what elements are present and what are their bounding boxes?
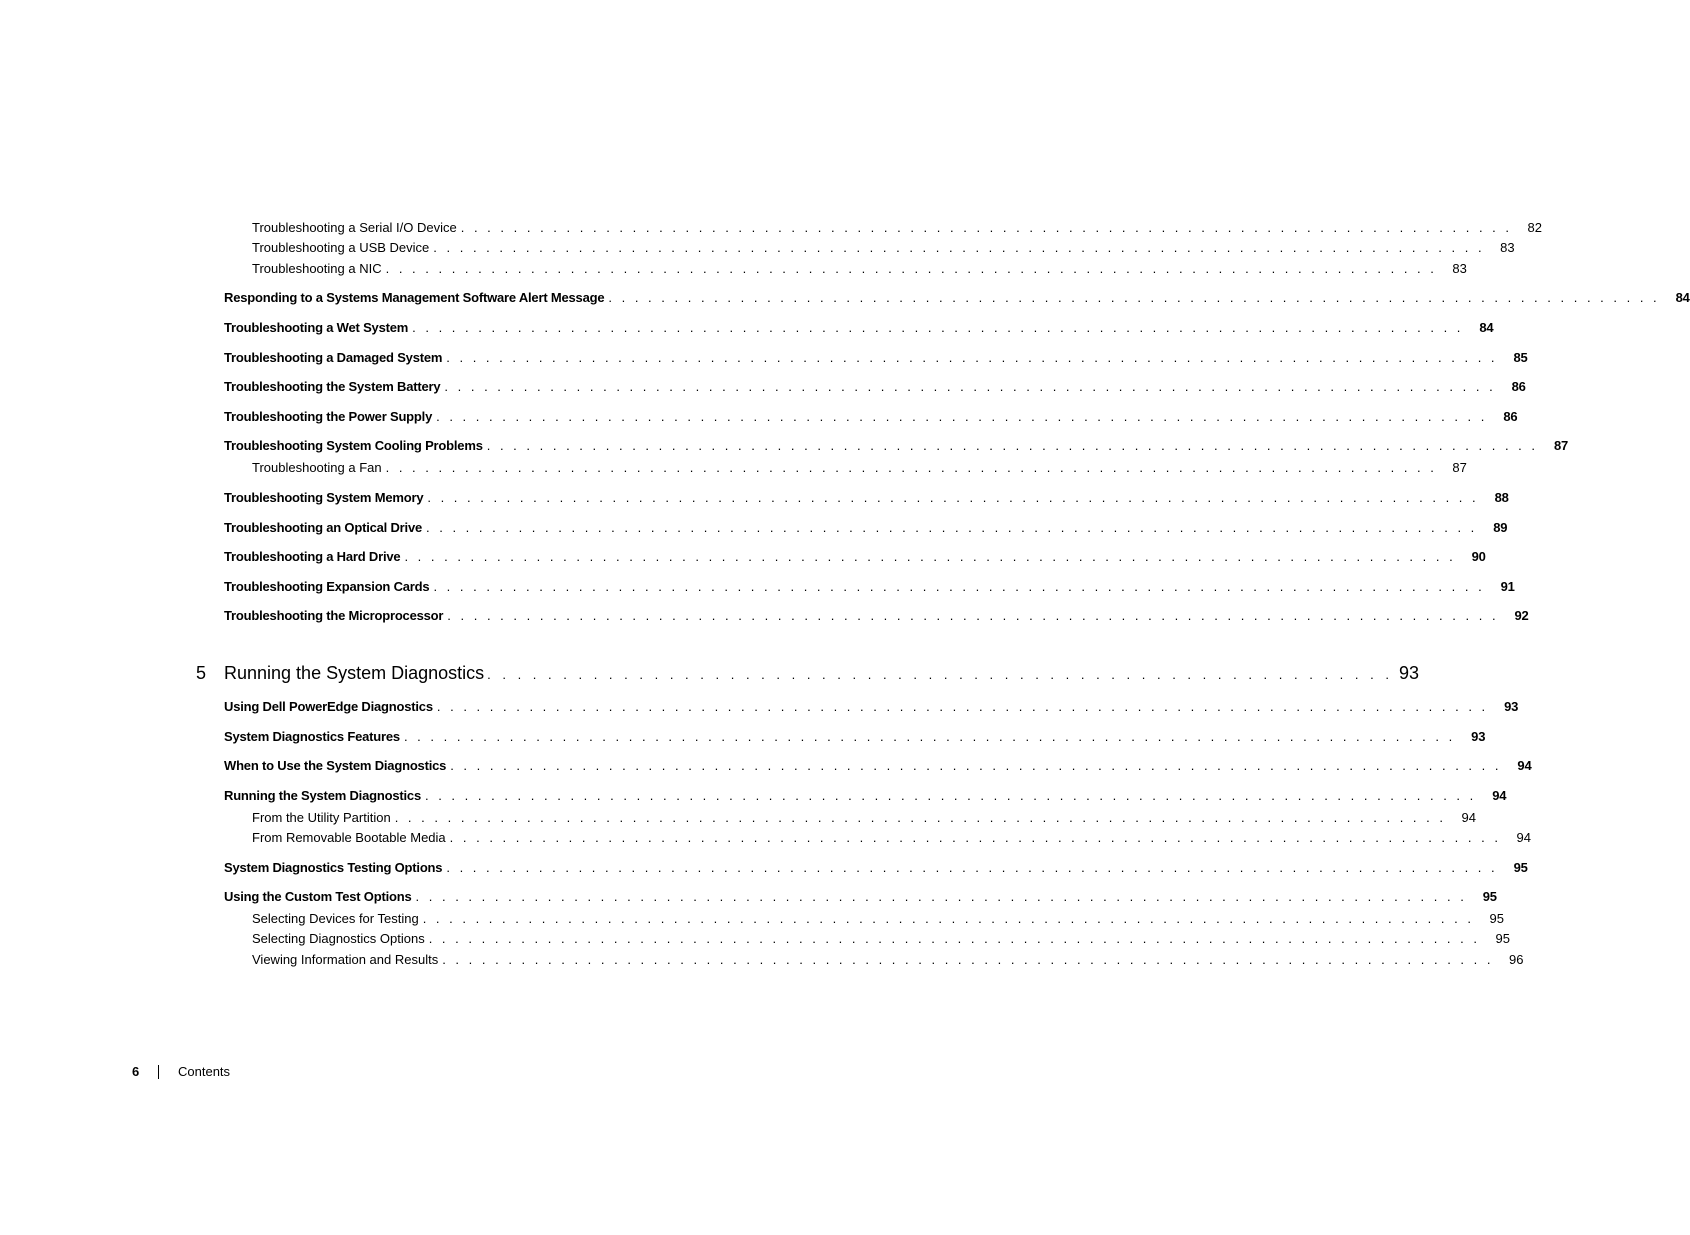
dot-leader: . . . . . . . . . . . . . . . . . . . . . . . . . . . . . . . . . . . . . . . . . . . . . . . . . . . . . . . . . . . . . . . . . . . . . . . . . . . . . . . .	[415, 889, 1467, 904]
dot-leader: . . . . . . . . . . . . . . . . . . . . . . . . . . . . . . . . . . . . . . . . . . . . . . . . . . . . . . . . . . . . . . . . . . . . . . . . . . . . . . . .	[403, 729, 1456, 744]
toc-section-entry[interactable]	[224, 290, 1690, 305]
entry-page-number: 85	[1513, 350, 1528, 365]
chapter-number: 5	[196, 663, 207, 683]
toc-chapter-heading[interactable]	[196, 663, 1419, 684]
entry-title: Troubleshooting a Wet System	[224, 320, 409, 335]
dot-leader: . . . . . . . . . . . . . . . . . . . . . . . . . . . . . . . . . . . . . . . . . . . . . . . . . . . . . . . . . . . . . . . . . . . . . . . . . . . . . . . .	[427, 490, 1479, 505]
entry-page-number: 89	[1493, 520, 1508, 535]
dot-leader: . . . . . . . . . . . . . . . . . . . . . . . . . . . . . . . . . . . . . . . . . . . . . . . . . . . . . . . . . . . . . . . . . . . . . . . . . . . . . . . .	[436, 409, 1488, 424]
dot-leader: . . . . . . . . . . . . . . . . . . . . . . . . . . . . . . . . . . . . . . . . . . . . . . . . . . . . . . . . . . . . . . . . . . . . . . . . . . . . . . . .	[446, 860, 1498, 875]
entry-title: Selecting Devices for Testing	[252, 911, 419, 926]
entry-title: Troubleshooting a USB Device	[252, 240, 430, 255]
entry-title: Troubleshooting Expansion Cards	[224, 579, 430, 594]
toc-subsection-entry[interactable]	[252, 952, 1524, 967]
entry-title: Troubleshooting a Fan	[252, 460, 382, 475]
entry-page-number: 96	[1509, 952, 1524, 967]
toc-subsection-entry[interactable]	[252, 830, 1531, 845]
entry-page-number: 95	[1495, 931, 1510, 946]
entry-title: From Removable Bootable Media	[252, 830, 446, 845]
entry-page-number: 95	[1482, 889, 1497, 904]
toc-subsection-entry[interactable]	[252, 810, 1476, 825]
dot-leader: . . . . . . . . . . . . . . . . . . . . . . . . . . . . . . . . . . . . . . . . . . . . . . . . . . . . . . . . . . . . . . . . . . . . . . . . . . . . . . . .	[449, 830, 1501, 845]
entry-title: Troubleshooting the Microprocessor	[224, 608, 444, 623]
entry-title: Troubleshooting the System Battery	[224, 379, 441, 394]
toc-section-entry[interactable]	[224, 758, 1532, 773]
entry-title: Troubleshooting a Serial I/O Device	[252, 220, 457, 235]
entry-title: System Diagnostics Features	[224, 729, 400, 744]
toc-section-entry[interactable]	[224, 520, 1508, 535]
toc-section-entry[interactable]	[224, 579, 1515, 594]
toc-section-entry[interactable]	[224, 490, 1509, 505]
entry-page-number: 83	[1452, 261, 1467, 276]
entry-page-number: 82	[1527, 220, 1543, 235]
toc-subsection-entry[interactable]	[252, 931, 1510, 946]
toc-section-entry[interactable]	[224, 788, 1507, 803]
entry-page-number: 91	[1500, 579, 1515, 594]
toc-section-entry[interactable]	[224, 320, 1494, 335]
entry-title: Responding to a Systems Management Software Alert Message	[224, 290, 605, 305]
entry-page-number: 95	[1513, 860, 1528, 875]
entry-page-number: 94	[1516, 830, 1531, 845]
entry-title: Troubleshooting an Optical Drive	[224, 520, 423, 535]
entry-page-number: 94	[1492, 788, 1507, 803]
dot-leader: . . . . . . . . . . . . . . . . . . . . . . . . . . . . . . . . . . . . . . . . . . . . . . . . . . . . . . . . . . . . . . . . . . . . . . . . . . . . . . . .	[385, 261, 1437, 276]
entry-page-number: 90	[1471, 549, 1486, 564]
entry-title: Troubleshooting a Hard Drive	[224, 549, 401, 564]
entry-title: Troubleshooting System Memory	[224, 490, 424, 505]
toc-section-entry[interactable]	[224, 860, 1528, 875]
entry-page-number: 93	[1471, 729, 1486, 744]
footer-page-number: 6	[132, 1064, 140, 1079]
entry-page-number: 87	[1553, 438, 1569, 453]
dot-leader: . . . . . . . . . . . . . . . . . . . . . . . . . . . . . . . . . . . . . . . . . . . . . . . . . . . . . . . . . . . . . . . . . . . . . . . . . . . . . . . .	[433, 240, 1485, 255]
toc-section-entry[interactable]	[224, 699, 1519, 714]
dot-leader: . . . . . . . . . . . . . . . . . . . . . . . . . . . . . . . . . . . . . . . . . . . . . . . . . . . . . . . . . . . . . . . . . . . . . . . . . . . . . . . .	[436, 699, 1489, 714]
toc-subsection-entry[interactable]	[252, 911, 1504, 926]
entry-page-number: 84	[1479, 320, 1494, 335]
entry-page-number: 83	[1500, 240, 1515, 255]
dot-leader: . . . . . . . . . . . . . . . . . . . . . . . . . . . . . . . . . . . . . . . . . . . . . . . . . . . . . . . . . . . . . . . . . . . . . . . . . . . . . . . .	[450, 758, 1502, 773]
dot-leader: . . . . . . . . . . . . . . . . . . . . . . . . . . . . . . . . . . . . . . . . . . . . . . . . . . . . . . . . . . . . . . . . . . . . . . . . . . . . . . . .	[412, 320, 1464, 335]
toc-section-entry[interactable]	[224, 729, 1486, 744]
chapter-page-number: 93	[1398, 663, 1419, 683]
entry-page-number: 87	[1452, 460, 1467, 475]
dot-leader: . . . . . . . . . . . . . . . . . . . . . . . . . . . . . . . . . . . . . . . . . . . . . . . . . . . . . . . . . . . . . . . . . . . . . . . . . . . . . . . .	[433, 579, 1485, 594]
footer-section-label: Contents	[178, 1064, 231, 1079]
toc-subsection-entry[interactable]	[252, 261, 1467, 276]
toc-section-entry[interactable]	[224, 379, 1526, 394]
dot-leader: . . . . . . . . . . . . . . . . . . . . . . . . . . . . . . . . . . . . . . . . . . . . . . . . . . . . . . . . . . . . . . . . . . . . . . . . . . . . . . . .	[444, 379, 1496, 394]
dot-leader: . . . . . . . . . . . . . . . . . . . . . . . . . . . . . . . . . . . . . . . . . . . . . . . . . . . . . . . . . . . . . . . . . . . . . . . . . . . . . . . .	[422, 911, 1474, 926]
entry-title: Troubleshooting a Damaged System	[224, 350, 443, 365]
entry-page-number: 84	[1675, 290, 1690, 305]
entry-page-number: 92	[1514, 608, 1529, 623]
dot-leader: . . . . . . . . . . . . . . . . . . . . . . . . . . . . . . . . . . . . . . . . . . . . . . . . . . . . . . . . . . . . . . . . . . . . . . . . . . . . . . . .	[424, 788, 1477, 803]
dot-leader: . . . . . . . . . . . . . . . . . . . . . . . . . . . . . . . . . . . . . . . . . . . . . . . . . . . . . . . . . . . . . . . . . . . . . . . . . . . . . . . .	[486, 438, 1539, 453]
entry-title: System Diagnostics Testing Options	[224, 860, 443, 875]
dot-leader: . . . . . . . . . . . . . . . . . . . . . . . . . . . . . . . . . . . . . . . . . . . . . . . . . . . . . . . . . . . . . . . . . . . . . . . . . . . . . . . .	[428, 931, 1480, 946]
entry-title: Running the System Diagnostics	[224, 788, 421, 803]
entry-title: Troubleshooting System Cooling Problems	[224, 438, 483, 453]
toc-section-entry[interactable]	[224, 549, 1486, 564]
toc-section-entry[interactable]	[224, 889, 1497, 904]
entry-page-number: 94	[1517, 758, 1532, 773]
entry-title: Troubleshooting the Power Supply	[224, 409, 433, 424]
dot-leader: . . . . . . . . . . . . . . . . . . . . . . . . . . . . . . . . . . . . . . . . . . . . . . . . . . . . . . . . . . . . . . . . . . . . . . . . . . . . . . . .	[442, 952, 1494, 967]
toc-section-entry[interactable]	[224, 409, 1518, 424]
entry-title: Viewing Information and Results	[252, 952, 439, 967]
toc-subsection-entry[interactable]	[252, 240, 1515, 255]
entry-page-number: 94	[1461, 810, 1476, 825]
entry-page-number: 86	[1503, 409, 1518, 424]
entry-title: Using Dell PowerEdge Diagnostics	[224, 699, 433, 714]
dot-leader: . . . . . . . . . . . . . . . . . . . . . . . . . . . . . . . . . . . . . . . . . . . . . . . . . . . . . . . . . . . . . . . . . . . . . . . . . . . . . . . .	[460, 220, 1513, 235]
entry-page-number: 93	[1504, 699, 1519, 714]
chapter-title: Running the System Diagnostics	[224, 663, 485, 683]
entry-page-number: 95	[1489, 911, 1504, 926]
toc-section-entry[interactable]	[224, 438, 1569, 453]
dot-leader: . . . . . . . . . . . . . . . . . . . . . . . . . . . . . . . . . . . . . . . . . . . . . . . . . . . . . . . . . . . .	[487, 667, 1393, 682]
entry-title: Selecting Diagnostics Options	[252, 931, 425, 946]
entry-title: From the Utility Partition	[252, 810, 391, 825]
page-footer	[132, 1062, 230, 1079]
entry-page-number: 88	[1494, 490, 1509, 505]
dot-leader: . . . . . . . . . . . . . . . . . . . . . . . . . . . . . . . . . . . . . . . . . . . . . . . . . . . . . . . . . . . . . . . . . . . . . . . . . . . . . . . .	[404, 549, 1456, 564]
dot-leader: . . . . . . . . . . . . . . . . . . . . . . . . . . . . . . . . . . . . . . . . . . . . . . . . . . . . . . . . . . . . . . . . . . . . . . . . . . . . . . . .	[447, 608, 1499, 623]
toc-subsection-entry[interactable]	[252, 460, 1467, 475]
dot-leader: . . . . . . . . . . . . . . . . . . . . . . . . . . . . . . . . . . . . . . . . . . . . . . . . . . . . . . . . . . . . . . . . . . . . . . . . . . . . . . . .	[385, 460, 1437, 475]
dot-leader: . . . . . . . . . . . . . . . . . . . . . . . . . . . . . . . . . . . . . . . . . . . . . . . . . . . . . . . . . . . . . . . . . . . . . . . . . . . . . . . .	[394, 810, 1446, 825]
dot-leader: . . . . . . . . . . . . . . . . . . . . . . . . . . . . . . . . . . . . . . . . . . . . . . . . . . . . . . . . . . . . . . . . . . . . . . . . . . . . . . . .	[608, 290, 1660, 305]
entry-title: Troubleshooting a NIC	[252, 261, 382, 276]
toc-subsection-entry[interactable]	[252, 220, 1543, 235]
dot-leader: . . . . . . . . . . . . . . . . . . . . . . . . . . . . . . . . . . . . . . . . . . . . . . . . . . . . . . . . . . . . . . . . . . . . . . . . . . . . . . . .	[446, 350, 1498, 365]
toc-section-entry[interactable]	[224, 608, 1529, 623]
toc-section-entry[interactable]	[224, 350, 1528, 365]
entry-page-number: 86	[1511, 379, 1526, 394]
footer-divider	[158, 1065, 159, 1079]
dot-leader: . . . . . . . . . . . . . . . . . . . . . . . . . . . . . . . . . . . . . . . . . . . . . . . . . . . . . . . . . . . . . . . . . . . . . . . . . . . . . . . .	[426, 520, 1478, 535]
entry-title: When to Use the System Diagnostics	[224, 758, 447, 773]
entry-title: Using the Custom Test Options	[224, 889, 412, 904]
